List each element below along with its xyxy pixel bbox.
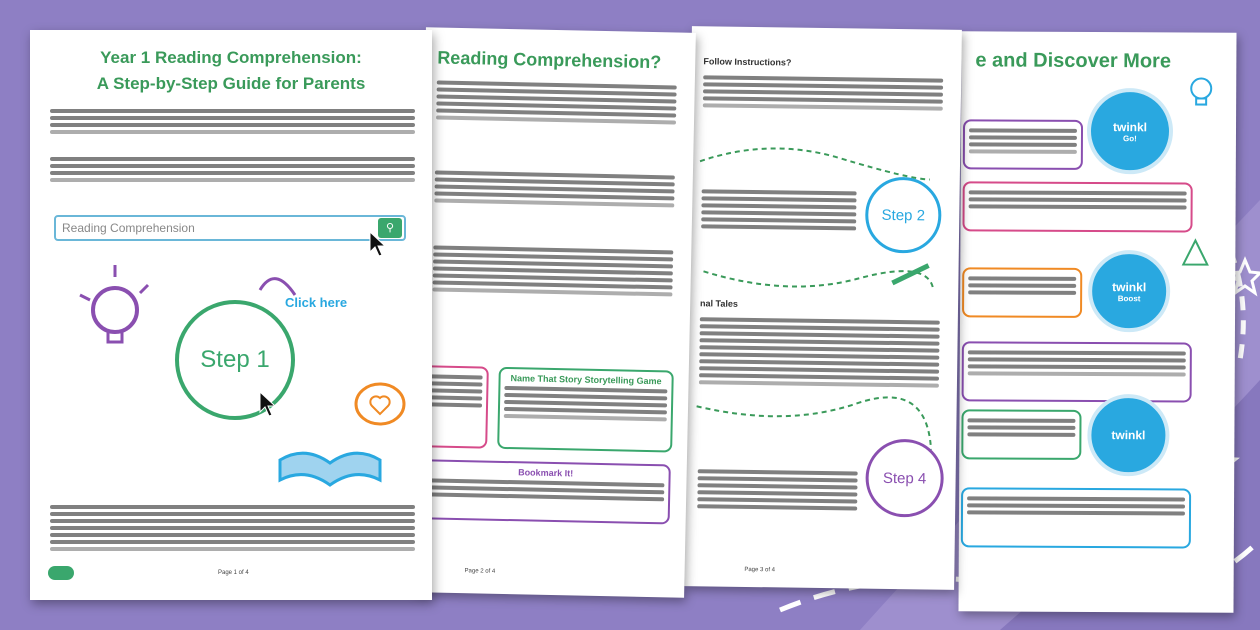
rocket-icon (1175, 232, 1215, 272)
info-box (963, 119, 1083, 170)
page-number: Page 1 of 4 (218, 570, 249, 576)
twinkl-boost-badge (1088, 250, 1170, 332)
twinkl-go-badge (1087, 88, 1173, 174)
lightbulb-icon (60, 255, 160, 355)
search-icon: ⚲ (385, 222, 395, 234)
lightbulb-icon (1181, 72, 1221, 112)
pencil-icon (888, 259, 938, 290)
info-box (961, 409, 1081, 460)
box-title: Bookmark It! (518, 467, 574, 479)
step-1-label: Step 1 (200, 346, 270, 373)
info-box (961, 487, 1191, 548)
document-page-1 (30, 30, 432, 600)
click-here-label: Click here (285, 295, 348, 310)
document-page-2 (414, 27, 696, 598)
page-3-heading: Follow Instructions? (703, 56, 792, 68)
step-4-label: Step 4 (882, 469, 927, 487)
page-title-line2: A Step-by-Step Guide for Parents (96, 74, 366, 93)
step-2-label: Step 2 (881, 206, 926, 224)
badge-label: Boost (1117, 293, 1141, 303)
storytelling-game-box (497, 367, 674, 453)
cursor-icon (258, 390, 278, 418)
badge-label: Go! (1123, 133, 1137, 143)
twinkl-badge (1087, 394, 1169, 476)
open-book-icon (275, 425, 385, 495)
info-box (962, 267, 1082, 318)
document-page-3 (684, 26, 962, 590)
badge-brand: twinkl (1111, 428, 1146, 443)
badge-brand: twinkl (1112, 279, 1147, 294)
badge-brand: twinkl (1112, 119, 1148, 134)
page-title-line1: Year 1 Reading Comprehension: (100, 48, 362, 67)
page-number: Page 2 of 4 (464, 568, 496, 575)
cursor-icon (368, 230, 388, 258)
info-box (962, 341, 1192, 402)
box-title: Name That Story Storytelling Game (510, 373, 662, 387)
page-number: Page 3 of 4 (744, 566, 776, 574)
bookmark-box (420, 459, 671, 524)
twinkl-logo (48, 566, 74, 580)
document-page-4 (958, 31, 1236, 612)
section-heading: nal Tales (699, 298, 738, 309)
info-box (962, 181, 1192, 232)
page-4-heading: e and Discover More (975, 49, 1172, 73)
search-input[interactable]: Reading Comprehension (54, 215, 406, 241)
page-2-heading: Reading Comprehension? (437, 47, 662, 73)
